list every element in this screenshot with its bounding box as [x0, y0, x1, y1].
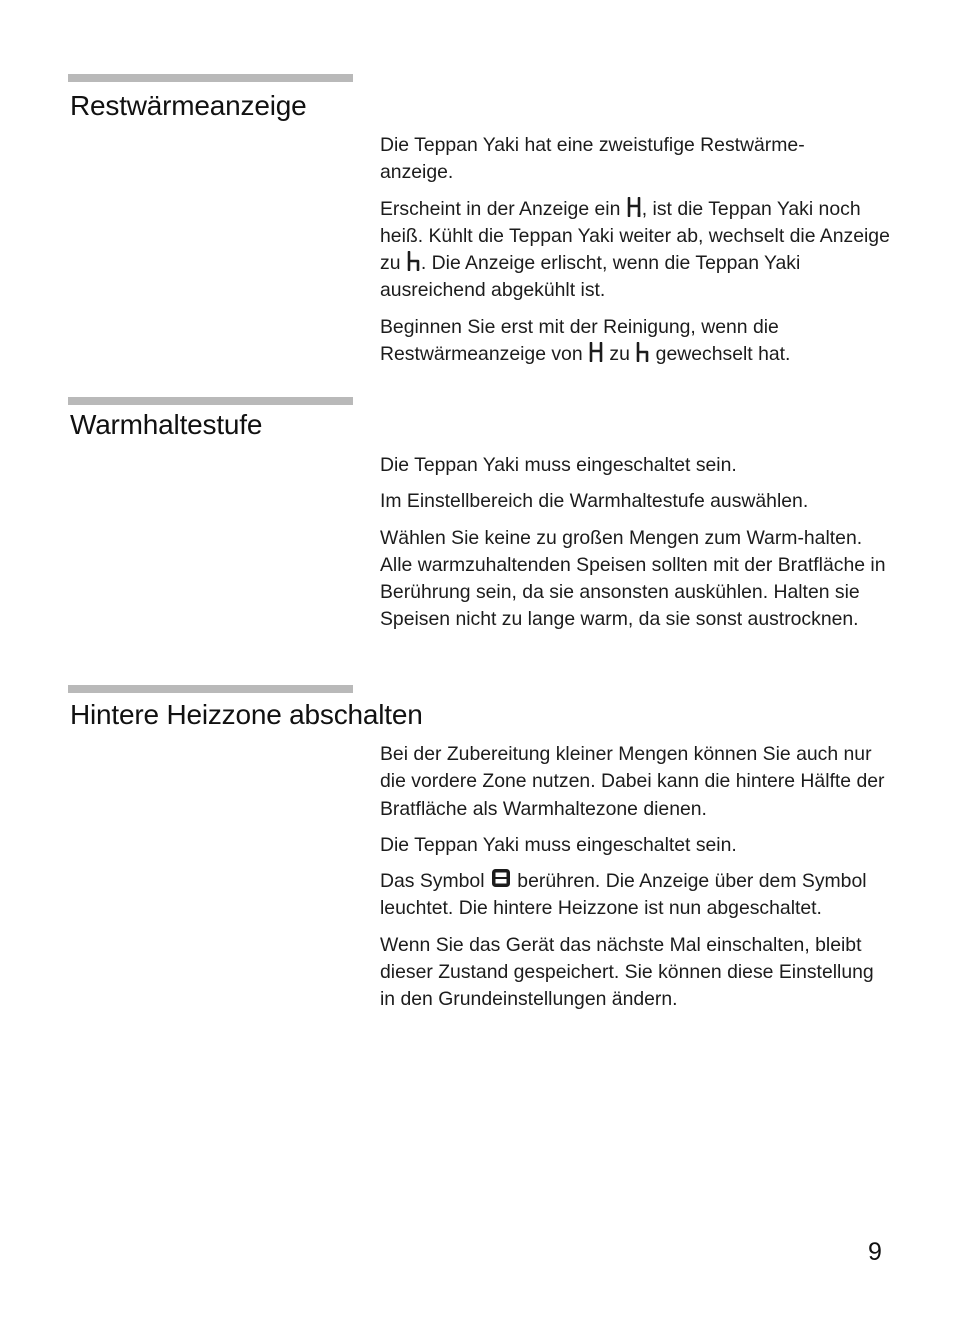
- paragraph-text: zu: [604, 343, 636, 366]
- paragraph: Im Einstellbereich die Warmhaltestufe auswählen.: [380, 490, 809, 513]
- paragraph-text: Beginnen Sie erst mit der Reinigung, wenn die Restwärmeanzeige von: [380, 315, 779, 366]
- residual-heat-high-icon: [589, 342, 603, 362]
- paragraph: Die Teppan Yaki muss eingeschaltet sein.: [380, 454, 737, 476]
- section-title: Restwärmeanzeige: [70, 90, 307, 121]
- paragraph-text: berühren. Die Anzeige über dem Symbol leuchtet. Die hintere Heizzone ist nun abgeschaltet.: [380, 870, 867, 920]
- section-body: [380, 132, 890, 377]
- section-divider: [68, 74, 353, 82]
- paragraph: [380, 314, 890, 369]
- paragraph: [380, 868, 890, 923]
- paragraph: Wenn Sie das Gerät das nächste Mal einschalten, bleibt dieser Zustand gespeichert. Sie können diese Einstellung in den Grundeinstellungen ändern.: [380, 933, 874, 1011]
- section-divider: [68, 685, 353, 693]
- section-title: Warmhaltestufe: [70, 409, 263, 440]
- paragraph: Bei der Zubereitung kleiner Mengen können Sie auch nur die vordere Zone nutzen. Dabei kann die hintere Hälfte der Bratfläche als Warmhaltezone dienen.: [380, 743, 885, 820]
- residual-heat-high-icon: [627, 197, 641, 217]
- rear-zone-off-icon: [491, 868, 511, 888]
- paragraph-text: Die Teppan Yaki hat eine zweistufige Restwärme-anzeige.: [380, 134, 805, 184]
- paragraph-text: Das Symbol: [380, 870, 490, 893]
- residual-heat-low-icon: [407, 251, 420, 271]
- paragraph-text: Erscheint in der Anzeige ein: [380, 197, 626, 220]
- paragraph-text: gewechselt hat.: [650, 343, 791, 366]
- section-title: Hintere Heizzone abschalten: [70, 699, 423, 730]
- paragraph-text: . Die Anzeige erlischt, wenn die Teppan Yaki ausreichend abgekühlt ist.: [380, 252, 801, 302]
- section-divider: [68, 397, 353, 405]
- section-body: [380, 452, 890, 643]
- paragraph: [380, 132, 860, 187]
- page-number: 9: [868, 1238, 882, 1266]
- section-body: [380, 741, 890, 1023]
- paragraph: Die Teppan Yaki muss eingeschaltet sein.: [380, 833, 737, 856]
- paragraph-text: , ist die Teppan Yaki noch heiß. Kühlt die Teppan Yaki weiter ab, wechselt die Anzeige zu: [380, 197, 890, 275]
- residual-heat-low-icon: [636, 342, 649, 362]
- paragraph: [380, 196, 890, 305]
- paragraph: Wählen Sie keine zu großen Mengen zum Warm-halten. Alle warmzuhaltenden Speisen sollten mit der Bratfläche in Berührung sein, da sie ansonsten auskühlen. Halten sie Speisen nicht zu lange warm, da sie sonst austrocknen.: [380, 526, 886, 631]
